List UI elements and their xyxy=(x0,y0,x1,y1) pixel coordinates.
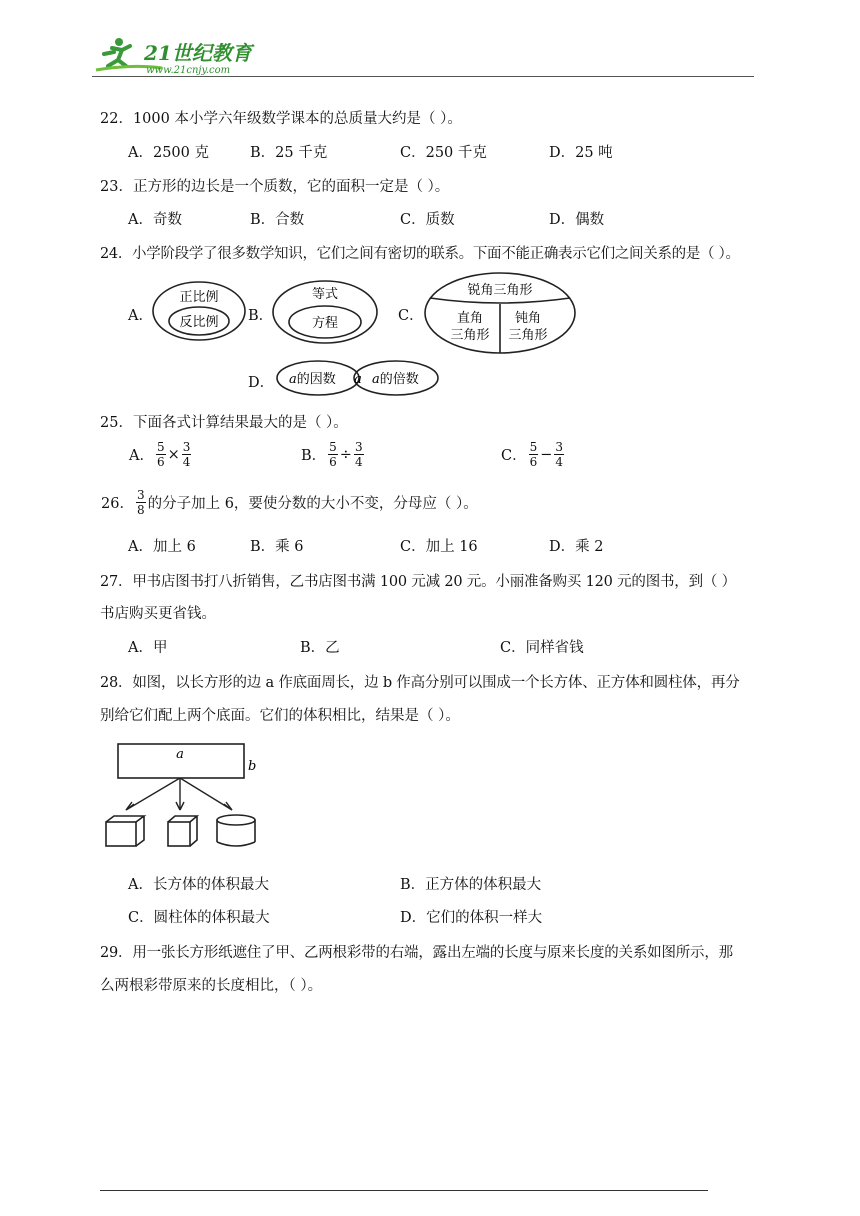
q27-option-c: C．同样省钱 xyxy=(500,640,584,656)
label-b: b xyxy=(248,759,257,774)
question-23-stem: 23．正方形的边长是一个质数，它的面积一定是（ ）。 xyxy=(100,179,450,195)
site-logo xyxy=(92,36,262,78)
q23-option-a: A．奇数 xyxy=(128,212,182,228)
q25-option-a: A． $\frac{5}{6}$ × $\frac{3}{4}$ xyxy=(129,440,191,469)
q24c-left-line2: 三角形 xyxy=(450,328,490,343)
question-26-stem: 26． $\frac{3}{8}$ 的分子加上 6，要使分数的大小不变，分母应（ ）。 xyxy=(101,488,478,517)
q24d-left-var: a xyxy=(289,372,297,387)
q24a-outer-label: 正比例 xyxy=(179,290,219,305)
svg-text:a的因数 xyxy=(289,371,336,387)
cuboid-icon xyxy=(106,816,144,846)
q24-diagram-b xyxy=(270,278,380,346)
q26-option-c: C．加上 16 xyxy=(400,539,478,555)
footer-rule xyxy=(100,1190,708,1191)
cube-icon xyxy=(168,816,197,846)
q24-option-b-letter: B． xyxy=(248,308,274,324)
q24-diagram-c xyxy=(422,270,578,356)
q22-option-d: D．25 吨 xyxy=(549,145,613,161)
q28-option-a: A．长方体的体积最大 xyxy=(128,877,269,893)
q24-option-c-letter: C． xyxy=(398,308,424,324)
q24a-inner-label: 反比例 xyxy=(179,315,219,330)
q23-option-c: C．质数 xyxy=(400,212,455,228)
q24d-center-var: a xyxy=(354,372,362,387)
q24d-left-text: 的因数 xyxy=(296,372,336,387)
q27-option-a: A．甲 xyxy=(128,640,168,656)
q27-option-b: B．乙 xyxy=(300,640,340,656)
question-29-stem-line1: 29．用一张长方形纸遮住了甲、乙两根彩带的右端，露出左端的长度与原来长度的关系如图所示，那 xyxy=(100,945,733,961)
q24-option-a-letter: A． xyxy=(128,308,153,324)
q24c-left-line1: 直角 xyxy=(456,311,484,326)
q28-figure xyxy=(100,740,270,852)
q23-option-b: B．合数 xyxy=(250,212,305,228)
q22-option-c: C．250 千克 xyxy=(400,145,487,161)
question-27-stem-line2: 书店购买更省钱。 xyxy=(100,606,216,622)
label-a: a xyxy=(176,747,184,762)
q28-option-c: C．圆柱体的体积最大 xyxy=(128,910,270,926)
question-28-stem-line1: 28．如图，以长方形的边 a 作底面周长，边 b 作高分别可以围成一个长方体、正方体和圆柱体，再分 xyxy=(100,675,740,691)
question-24-stem: 24．小学阶段学了很多数学知识，它们之间有密切的联系。下面不能正确表示它们之间关系的是（ ）。 xyxy=(100,246,740,262)
question-25-stem: 25．下面各式计算结果最大的是（ ）。 xyxy=(100,415,348,431)
q22-option-b: B．25 千克 xyxy=(250,145,328,161)
q24b-outer-label: 等式 xyxy=(311,287,339,302)
q24c-right-line1: 钝角 xyxy=(514,311,542,326)
q24b-inner-label: 方程 xyxy=(311,316,339,331)
q24c-top-label: 锐角三角形 xyxy=(467,283,533,298)
q26-option-d: D．乘 2 xyxy=(549,539,604,555)
q23-option-d: D．偶数 xyxy=(549,212,605,228)
logo-url: www.21cnjy.com xyxy=(146,65,231,76)
q24d-right-var: a xyxy=(372,372,380,387)
q22-option-a: A．2500 克 xyxy=(128,145,209,161)
q25-option-c: C． $\frac{5}{6}$ − $\frac{3}{4}$ xyxy=(501,440,564,469)
cylinder-icon xyxy=(217,815,255,846)
q24-diagram-a xyxy=(150,278,250,344)
svg-text:a的倍数 xyxy=(372,371,419,387)
q24-option-d-letter: D． xyxy=(248,375,275,391)
q26-option-a: A．加上 6 xyxy=(128,539,196,555)
q25-option-b: B． $\frac{5}{6}$ ÷ $\frac{3}{4}$ xyxy=(301,440,363,469)
q28-option-b: B．正方体的体积最大 xyxy=(400,877,542,893)
q24c-right-line2: 三角形 xyxy=(508,328,548,343)
q26-option-b: B．乘 6 xyxy=(250,539,304,555)
q24-diagram-d xyxy=(274,358,444,398)
q28-option-d: D．它们的体积一样大 xyxy=(400,910,543,926)
arrows-icon xyxy=(126,778,232,810)
header-rule xyxy=(92,76,754,77)
q24d-right-text: 的倍数 xyxy=(379,372,419,387)
question-29-stem-line2: 么两根彩带原来的长度相比，（ ）。 xyxy=(100,978,323,994)
logo-text: 21世纪教育 xyxy=(144,41,252,65)
question-22-stem: 22．1000 本小学六年级数学课本的总质量大约是（ ）。 xyxy=(100,111,462,127)
question-28-stem-line2: 别给它们配上两个底面。它们的体积相比，结果是（ ）。 xyxy=(100,708,460,724)
question-27-stem-line1: 27．甲书店图书打八折销售，乙书店图书满 100 元减 20 元。小丽准备购买 120 元的图书，到（ ） xyxy=(100,574,736,590)
